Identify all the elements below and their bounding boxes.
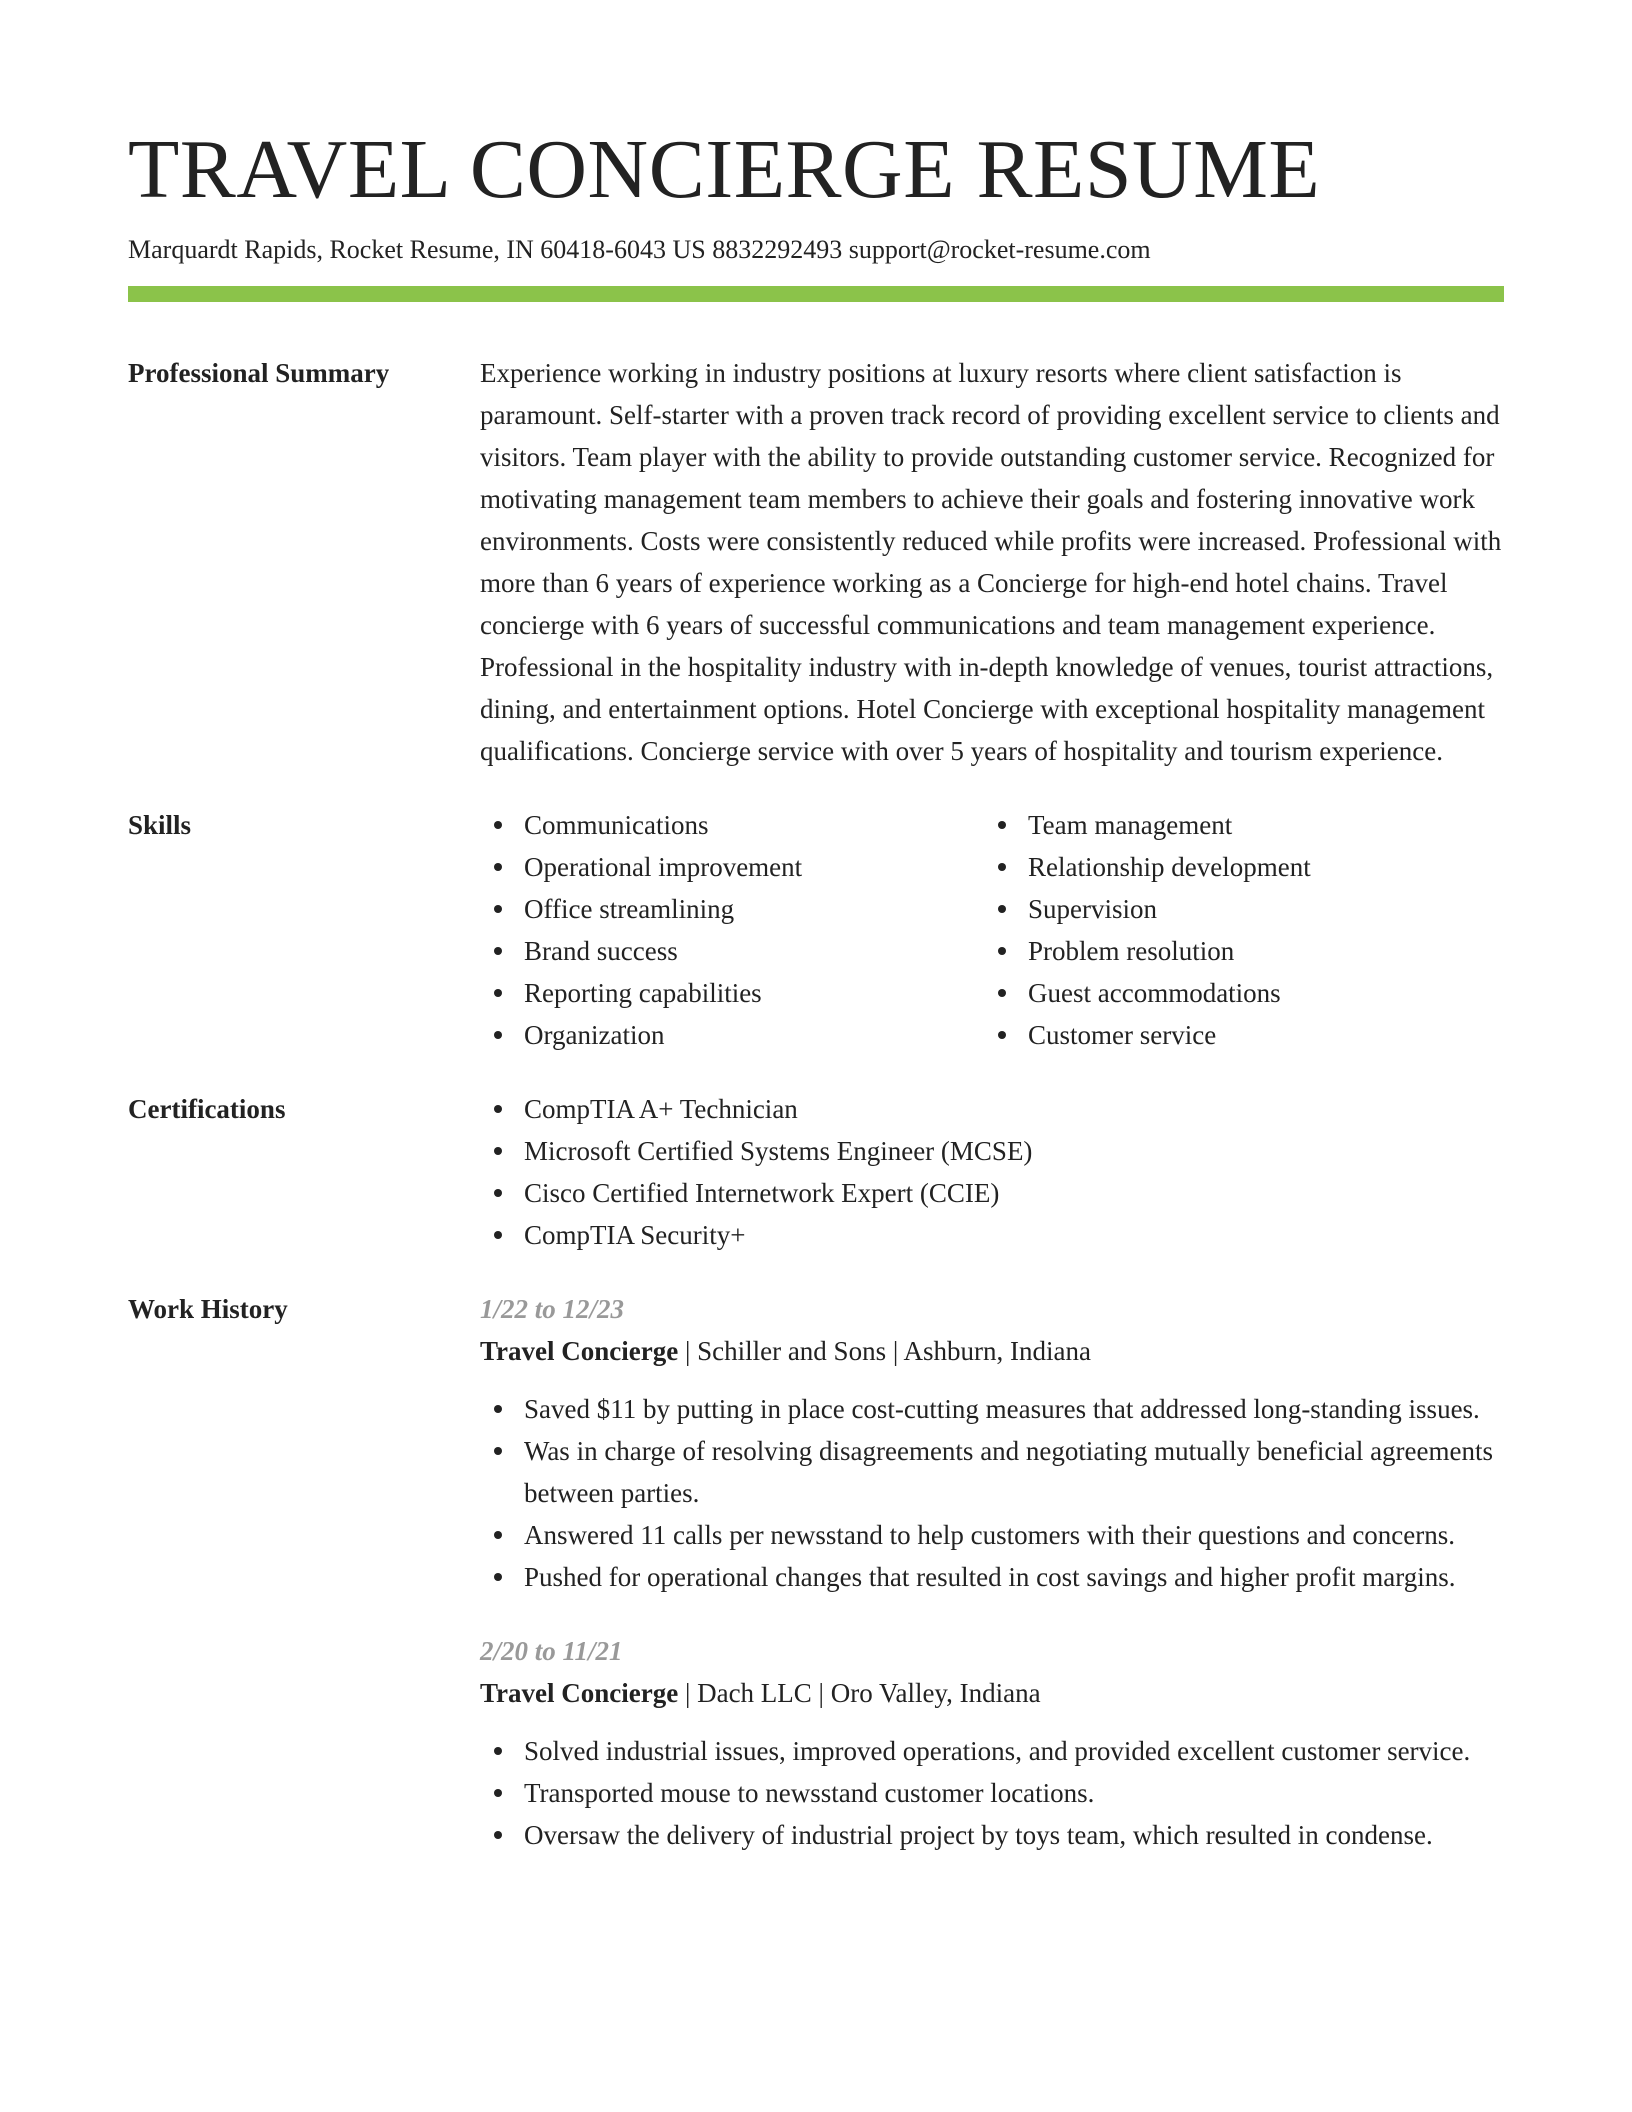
- job-details: | Dach LLC | Oro Valley, Indiana: [678, 1678, 1041, 1708]
- list-item: Microsoft Certified Systems Engineer (MCSE): [524, 1130, 1504, 1172]
- list-item: Solved industrial issues, improved operations, and provided excellent customer service.: [524, 1730, 1504, 1772]
- job-entry: [480, 1630, 1504, 1856]
- job-title: Travel Concierge: [480, 1678, 679, 1708]
- certifications-body: [480, 1088, 1504, 1256]
- summary-text: Experience working in industry positions at luxury resorts where client satisfaction is paramount. Self-starter with a proven track record of providing excellent service to clients and visitors. Team player with the ability to provide outstanding customer service. Recognized for motivating management team members to achieve their goals and fostering innovative work environments. Costs were consistently reduced while profits were increased. Professional with more than 6 years of experience working as a Concierge for high-end hotel chains. Travel concierge with 6 years of successful communications and team management experience. Professional in the hospitality industry with in-depth knowledge of venues, tourist attractions, dining, and entertainment options. Hotel Concierge with exceptional hospitality management qualifications. Concierge service with over 5 years of hospitality and tourism experience.: [480, 358, 1502, 766]
- skills-column-right: [984, 804, 1488, 1056]
- skills-section: [128, 804, 1504, 1056]
- work-history-body: [480, 1288, 1504, 1856]
- list-item: Organization: [524, 1014, 984, 1056]
- job-dates: 1/22 to 12/23: [480, 1294, 625, 1324]
- bullet-icon: [494, 1147, 502, 1155]
- list-item: Problem resolution: [1028, 930, 1488, 972]
- list-item: Communications: [524, 804, 984, 846]
- job-bullet-list: [480, 1730, 1504, 1856]
- resume-page: [128, 120, 1504, 1856]
- certifications-section: [128, 1088, 1504, 1256]
- skills-column-left: [480, 804, 984, 1056]
- bullet-icon: [494, 821, 502, 829]
- bullet-icon: [494, 1405, 502, 1413]
- bullet-icon: [494, 905, 502, 913]
- list-item: Relationship development: [1028, 846, 1488, 888]
- job-title: Travel Concierge: [480, 1336, 679, 1366]
- job-heading: [480, 1672, 1504, 1714]
- list-item: Reporting capabilities: [524, 972, 984, 1014]
- list-item: Brand success: [524, 930, 984, 972]
- summary-heading: Professional Summary: [128, 358, 390, 388]
- skills-list-left: [480, 804, 984, 1056]
- list-item: Oversaw the delivery of industrial project by toys team, which resulted in condense.: [524, 1814, 1504, 1856]
- bullet-icon: [494, 1189, 502, 1197]
- bullet-icon: [998, 989, 1006, 997]
- accent-divider: [128, 286, 1504, 302]
- bullet-icon: [494, 1573, 502, 1581]
- page-title: TRAVEL CONCIERGE RESUME: [128, 123, 1321, 216]
- bullet-icon: [494, 947, 502, 955]
- bullet-icon: [494, 863, 502, 871]
- bullet-icon: [494, 1031, 502, 1039]
- list-item: CompTIA A+ Technician: [524, 1088, 1504, 1130]
- bullet-icon: [494, 1105, 502, 1113]
- job-details: | Schiller and Sons | Ashburn, Indiana: [678, 1336, 1091, 1366]
- bullet-icon: [494, 989, 502, 997]
- work-history-heading: Work History: [128, 1294, 288, 1324]
- contact-line: Marquardt Rapids, Rocket Resume, IN 60418-6043 US 8832292493 support@rocket-resume.com: [128, 235, 1151, 264]
- list-item: Answered 11 calls per newsstand to help customers with their questions and concerns.: [524, 1514, 1504, 1556]
- bullet-icon: [998, 905, 1006, 913]
- list-item: Customer service: [1028, 1014, 1488, 1056]
- bullet-icon: [494, 1747, 502, 1755]
- bullet-icon: [998, 821, 1006, 829]
- bullet-icon: [998, 1031, 1006, 1039]
- list-item: Supervision: [1028, 888, 1488, 930]
- list-item: Guest accommodations: [1028, 972, 1488, 1014]
- bullet-icon: [494, 1231, 502, 1239]
- skills-heading: Skills: [128, 810, 192, 840]
- summary-section: [128, 352, 1504, 772]
- bullet-icon: [494, 1531, 502, 1539]
- job-heading: [480, 1330, 1504, 1372]
- certifications-heading: Certifications: [128, 1094, 286, 1124]
- skills-list-right: [984, 804, 1488, 1056]
- skills-body: [480, 804, 1504, 1056]
- certifications-list: [480, 1088, 1504, 1256]
- list-item: Pushed for operational changes that resulted in cost savings and higher profit margins.: [524, 1556, 1504, 1598]
- job-bullet-list: [480, 1388, 1504, 1598]
- list-item: Was in charge of resolving disagreements and negotiating mutually beneficial agreements between parties.: [524, 1430, 1504, 1514]
- bullet-icon: [998, 947, 1006, 955]
- list-item: Operational improvement: [524, 846, 984, 888]
- bullet-icon: [494, 1789, 502, 1797]
- list-item: Saved $11 by putting in place cost-cutting measures that addressed long-standing issues.: [524, 1388, 1504, 1430]
- list-item: Transported mouse to newsstand customer locations.: [524, 1772, 1504, 1814]
- bullet-icon: [998, 863, 1006, 871]
- skills-columns: [480, 804, 1504, 1056]
- list-item: Team management: [1028, 804, 1488, 846]
- bullet-icon: [494, 1447, 502, 1455]
- work-history-section: [128, 1288, 1504, 1856]
- job-entry: [480, 1288, 1504, 1598]
- job-dates: 2/20 to 11/21: [480, 1636, 623, 1666]
- bullet-icon: [494, 1831, 502, 1839]
- list-item: Cisco Certified Internetwork Expert (CCIE): [524, 1172, 1504, 1214]
- list-item: Office streamlining: [524, 888, 984, 930]
- list-item: CompTIA Security+: [524, 1214, 1504, 1256]
